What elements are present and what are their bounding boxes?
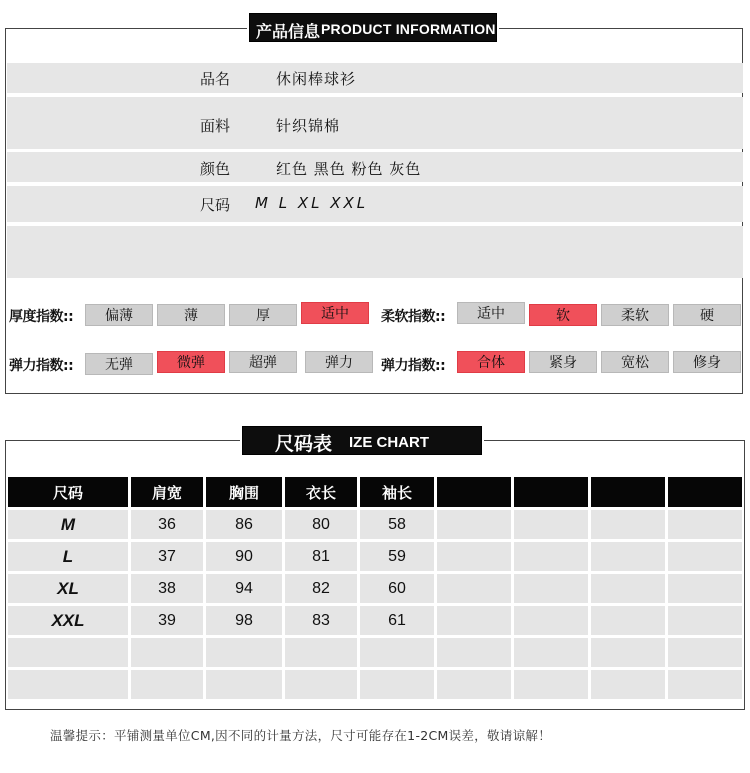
empty-cell [514, 510, 588, 539]
empty-cell [668, 670, 742, 699]
empty-cell [591, 574, 665, 603]
table-row [8, 510, 742, 539]
softness-index-label: 柔软指数:: [381, 309, 446, 325]
header-empty [668, 477, 742, 507]
length-cell: 81 [285, 542, 357, 571]
size-cell: XXL [8, 606, 128, 635]
info-row-band [7, 97, 743, 149]
thickness-index-label: 厚度指数:: [9, 309, 74, 325]
thickness-option-selected: 适中 [301, 302, 369, 324]
size-label: 尺码 [200, 196, 231, 214]
empty-cell [514, 542, 588, 571]
size-values: M L XL XXL [255, 194, 369, 212]
chest-cell: 98 [206, 606, 282, 635]
header-empty [591, 477, 665, 507]
header-size: 尺码 [8, 477, 128, 507]
elasticity-index-label: 弹力指数:: [9, 358, 74, 374]
elasticity-option: 超弹 [229, 351, 297, 373]
empty-cell [668, 574, 742, 603]
size-cell: L [8, 542, 128, 571]
table-row-empty [8, 670, 742, 699]
empty-cell [591, 542, 665, 571]
empty-cell [437, 670, 511, 699]
length-cell: 83 [285, 606, 357, 635]
softness-option: 硬 [673, 304, 741, 326]
table-row [8, 574, 742, 603]
thickness-option: 偏薄 [85, 304, 153, 326]
softness-option-selected: 软 [529, 304, 597, 326]
shoulder-cell: 37 [131, 542, 203, 571]
empty-cell [285, 638, 357, 667]
product-info-title-cn: 产品信息 [256, 22, 321, 41]
info-row-band [7, 186, 743, 222]
empty-cell [437, 510, 511, 539]
empty-cell [437, 638, 511, 667]
color-label: 颜色 [200, 160, 231, 178]
empty-cell [668, 510, 742, 539]
name-value: 休闲棒球衫 [276, 70, 357, 88]
thickness-option: 厚 [229, 304, 297, 326]
header-empty [514, 477, 588, 507]
empty-cell [514, 638, 588, 667]
header-shoulder: 肩宽 [131, 477, 203, 507]
header-empty [437, 477, 511, 507]
empty-cell [514, 606, 588, 635]
empty-cell [206, 670, 282, 699]
empty-cell [437, 606, 511, 635]
size-chart-title [242, 426, 482, 455]
empty-cell [8, 638, 128, 667]
length-cell: 82 [285, 574, 357, 603]
empty-cell [437, 542, 511, 571]
measurement-note: 温馨提示：平铺测量单位CM,因不同的计量方法，尺寸可能存在1-2CM误差，敬请谅解！ [50, 728, 552, 743]
empty-cell [514, 670, 588, 699]
empty-cell [668, 606, 742, 635]
size-chart-title-cn: 尺码表 [275, 433, 333, 455]
empty-cell [8, 670, 128, 699]
fabric-label: 面料 [200, 117, 231, 135]
table-row [8, 606, 742, 635]
info-row-band [7, 226, 743, 278]
table-row [8, 542, 742, 571]
info-row-band [7, 63, 743, 93]
fit-index-label: 弹力指数:: [381, 358, 446, 374]
elasticity-option: 弹力 [305, 351, 373, 373]
softness-option: 柔软 [601, 304, 669, 326]
product-info-title-en: PRODUCT INFORMATION [321, 21, 496, 37]
fit-option: 宽松 [601, 351, 669, 373]
size-table-header-row [8, 477, 742, 507]
empty-cell [668, 638, 742, 667]
empty-cell [131, 638, 203, 667]
fit-option-selected: 合体 [457, 351, 525, 373]
shoulder-cell: 36 [131, 510, 203, 539]
empty-cell [591, 606, 665, 635]
table-row-empty [8, 638, 742, 667]
size-table [5, 474, 745, 702]
empty-cell [591, 638, 665, 667]
sleeve-cell: 59 [360, 542, 434, 571]
empty-cell [591, 670, 665, 699]
empty-cell [206, 638, 282, 667]
empty-cell [591, 510, 665, 539]
softness-option: 适中 [457, 302, 525, 324]
size-cell: XL [8, 574, 128, 603]
elasticity-option-selected: 微弹 [157, 351, 225, 373]
product-info-title [249, 13, 497, 42]
chest-cell: 94 [206, 574, 282, 603]
shoulder-cell: 39 [131, 606, 203, 635]
sleeve-cell: 58 [360, 510, 434, 539]
sleeve-cell: 60 [360, 574, 434, 603]
chest-cell: 86 [206, 510, 282, 539]
chest-cell: 90 [206, 542, 282, 571]
color-values: 红色 黑色 粉色 灰色 [276, 160, 422, 178]
empty-cell [514, 574, 588, 603]
fit-option: 紧身 [529, 351, 597, 373]
thickness-option: 薄 [157, 304, 225, 326]
empty-cell [360, 638, 434, 667]
header-length: 衣长 [285, 477, 357, 507]
header-sleeve: 袖长 [360, 477, 434, 507]
empty-cell [668, 542, 742, 571]
empty-cell [437, 574, 511, 603]
size-chart-title-en: IZE CHART [349, 434, 429, 451]
elasticity-option: 无弹 [85, 353, 153, 375]
sleeve-cell: 61 [360, 606, 434, 635]
header-chest: 胸围 [206, 477, 282, 507]
size-cell: M [8, 510, 128, 539]
empty-cell [285, 670, 357, 699]
empty-cell [131, 670, 203, 699]
shoulder-cell: 38 [131, 574, 203, 603]
length-cell: 80 [285, 510, 357, 539]
name-label: 品名 [200, 70, 231, 88]
empty-cell [360, 670, 434, 699]
fit-option: 修身 [673, 351, 741, 373]
fabric-value: 针织锦棉 [276, 117, 341, 135]
